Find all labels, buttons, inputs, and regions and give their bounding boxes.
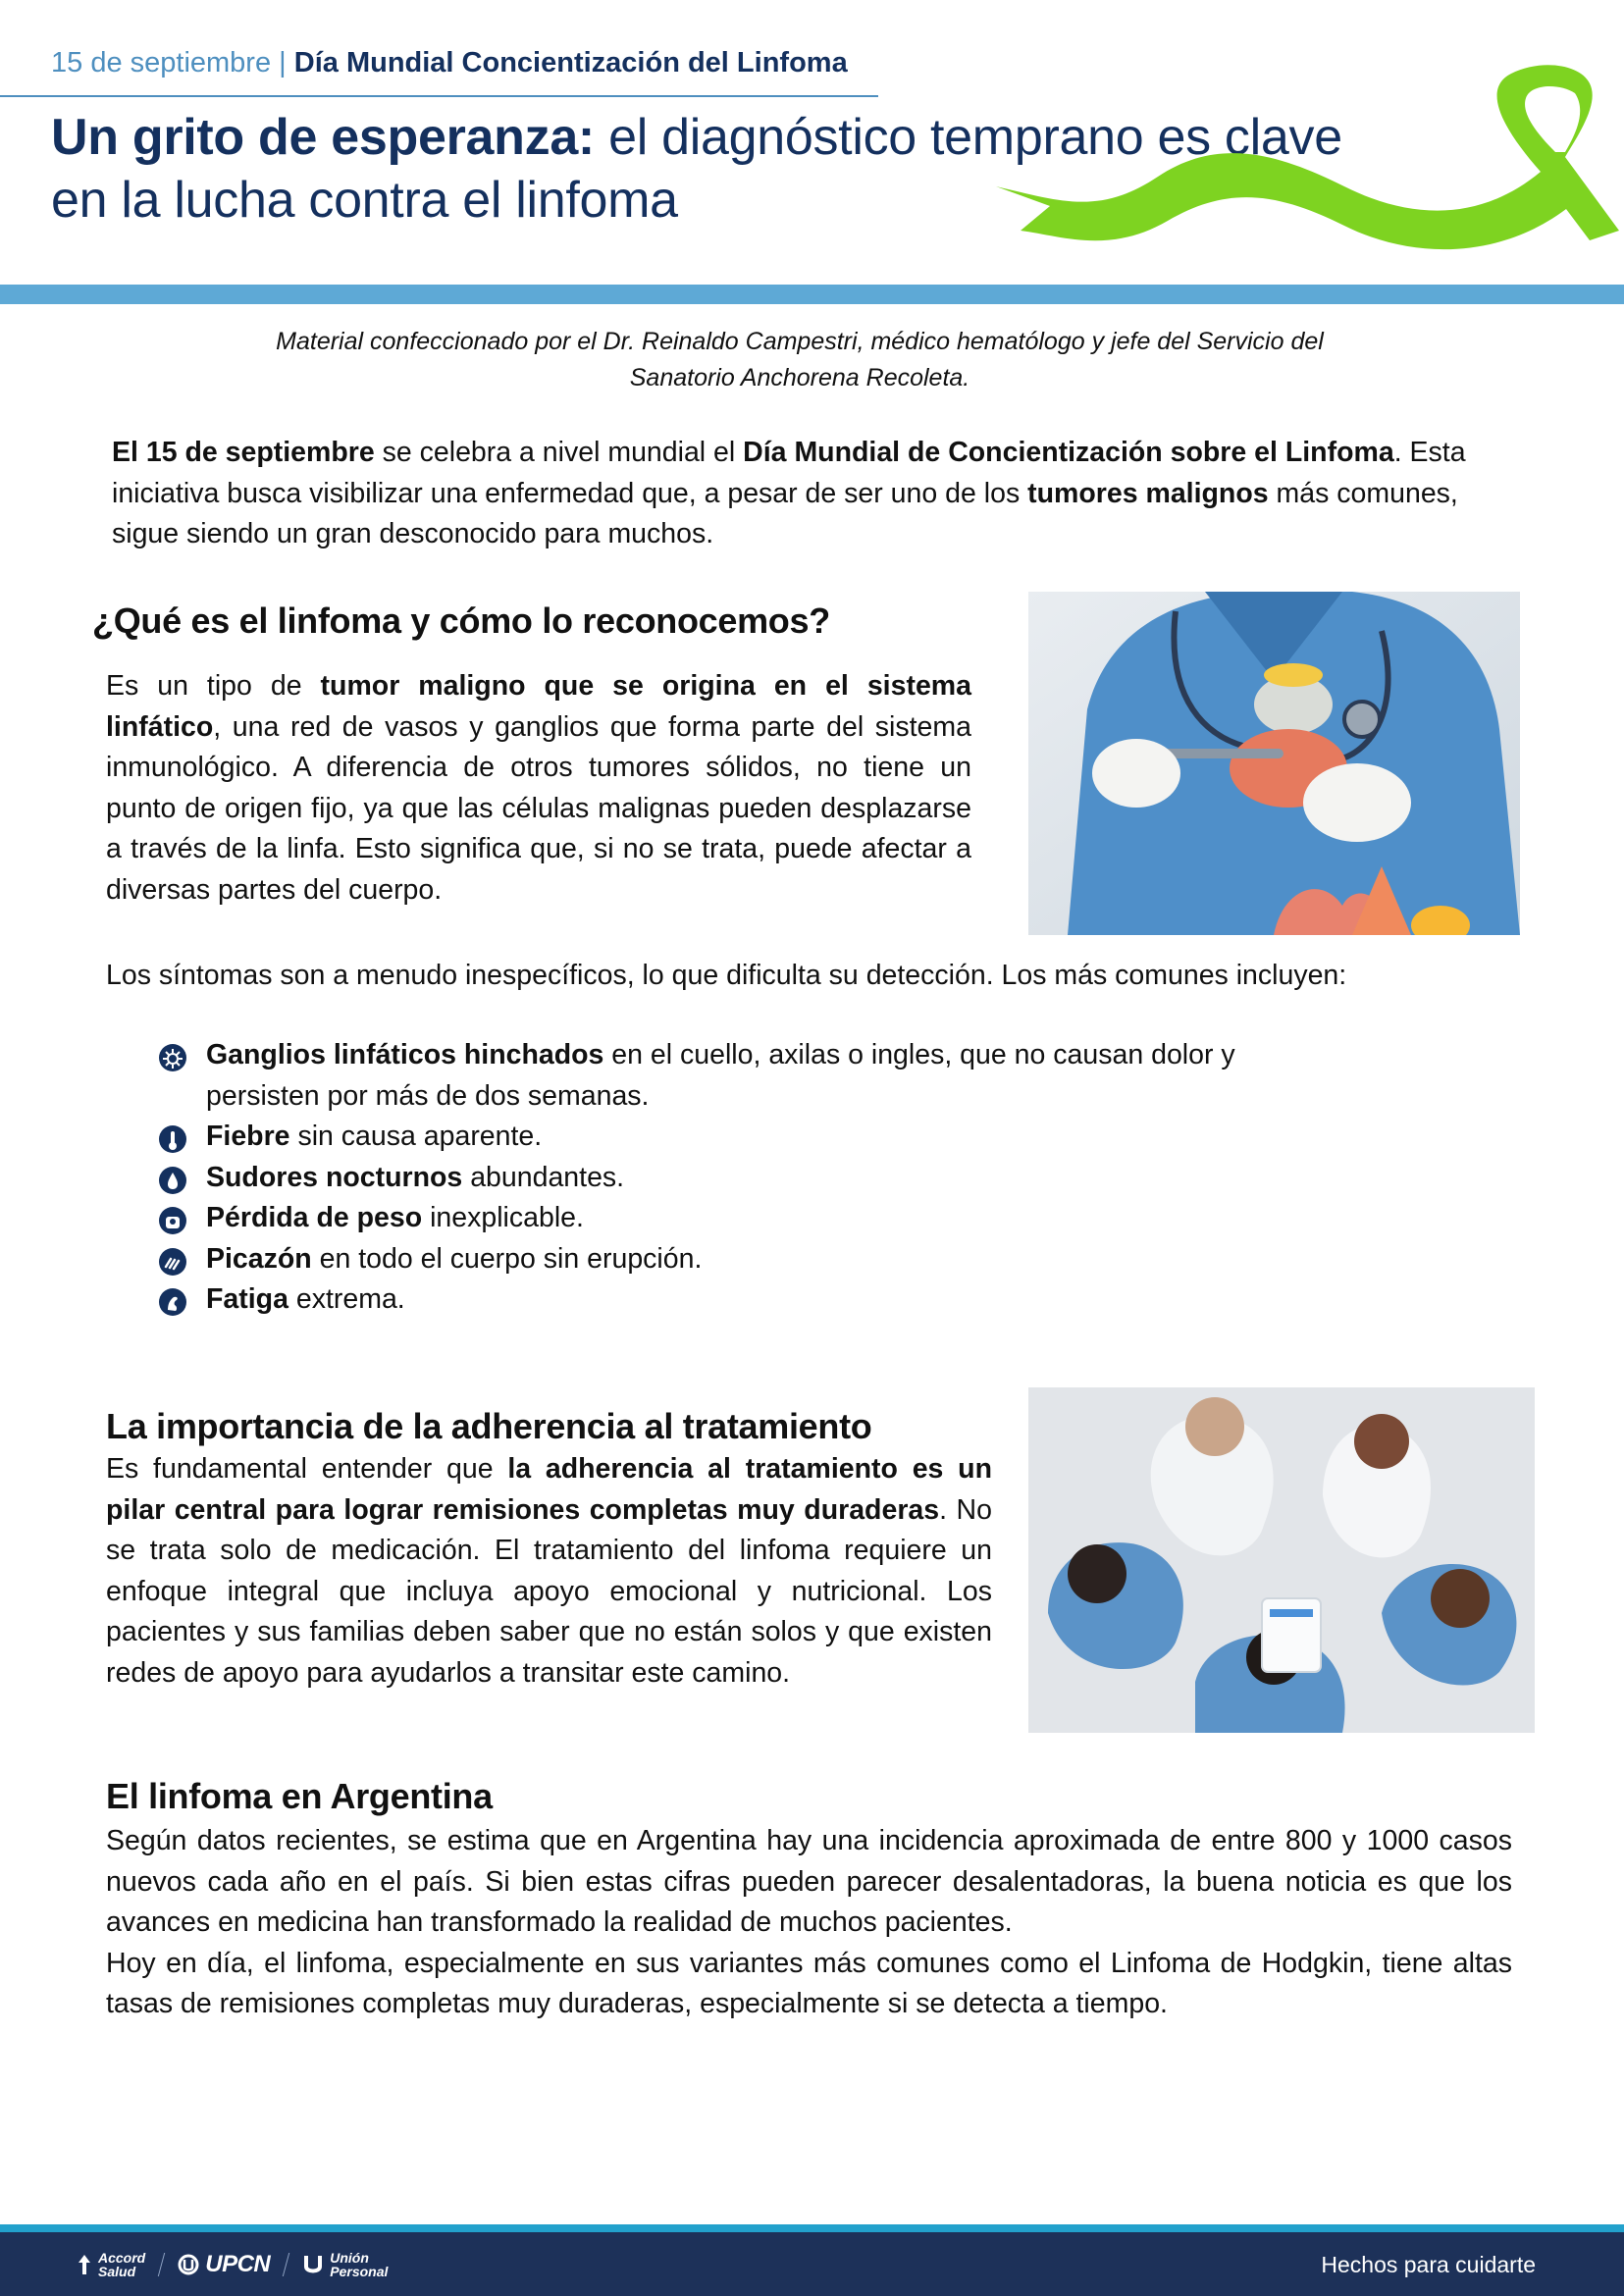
symptom-text: abundantes. [462, 1161, 625, 1193]
section-paragraph-argentina [106, 1821, 1512, 2025]
symptom-text: en todo el cuerpo sin erupción. [311, 1242, 703, 1275]
adherence-text-2: . No se trata solo de medicación. El tratamiento del linfoma requiere un enfoque integral que incluya apoyo emocional y nutricional. Los pacientes y sus familias deben saber que no están solos y que existen redes de apoyo para ayudarlos a transitar este camino. [106, 1493, 992, 1689]
adherence-text-1: Es fundamental entender que [106, 1453, 508, 1485]
footer-stripe [0, 2224, 1624, 2232]
kicker-underline [0, 95, 878, 97]
symptom-text: en el cuello, axilas o ingles, que no causan dolor y persisten por más de dos semanas. [206, 1039, 1235, 1112]
symptom-title: Picazón [206, 1242, 312, 1275]
list-item [157, 1198, 1335, 1239]
itch-hand-icon [159, 1248, 186, 1276]
header-kicker [51, 47, 848, 79]
title-line2: en la lucha contra el linfoma [51, 172, 678, 229]
intro-text-2: . Esta iniciativa busca visibilizar una enfermedad que, a pesar de ser uno de los [112, 437, 1466, 509]
section-heading-adherence: La importancia de la adherencia al tratamiento [106, 1406, 872, 1446]
list-item [157, 1035, 1335, 1117]
accord-line2: Salud [98, 2264, 136, 2279]
drop-icon [159, 1167, 186, 1194]
upcn-text: UPCN [205, 2251, 271, 2277]
title-bold: Un grito de esperanza: [51, 109, 595, 166]
symptom-text: extrema. [288, 1283, 405, 1315]
union-line2: Personal [330, 2264, 389, 2279]
argentina-paragraph-2: Hoy en día, el linfoma, especialmente en sus variantes más comunes como el Linfoma de Hodgkin, tiene altas tasas de remisiones completas muy duraderas, especialmente si se detecta a tiempo. [106, 1947, 1512, 2019]
accord-tree-icon [77, 2253, 92, 2276]
photo-medical-team [1028, 1387, 1535, 1733]
intro-paragraph [112, 433, 1521, 555]
logo-separator [283, 2253, 289, 2276]
lymph-node-icon [159, 1044, 186, 1071]
union-line1: Unión [330, 2250, 369, 2266]
list-item [157, 1239, 1335, 1280]
credit-line2: Sanatorio Anchorena Recoleta. [629, 364, 970, 391]
union-personal-logo [302, 2251, 388, 2278]
symptom-text: inexplicable. [422, 1202, 584, 1233]
adherence-bold: la adherencia al tratamiento es un pilar central para lograr remisiones completas muy duraderas [106, 1453, 992, 1526]
header-separator: | [279, 47, 287, 78]
accord-line1: Accord [98, 2250, 146, 2266]
symptoms-intro: Los síntomas son a menudo inespecíficos, lo que dificulta su detección. Los más comunes incluyen: [106, 960, 1347, 991]
symptom-title: Sudores nocturnos [206, 1161, 463, 1193]
section-heading-argentina: El linfoma en Argentina [106, 1776, 493, 1816]
thermometer-icon [159, 1125, 186, 1153]
symptoms-list [157, 1035, 1335, 1321]
upcn-logo [178, 2251, 270, 2278]
symptom-title: Fiebre [206, 1121, 290, 1152]
intro-tumors: tumores malignos [1027, 477, 1269, 509]
what-text-2: , una red de vasos y ganglios que forma parte del sistema inmunológico. A diferencia de otros tumores sólidos, no tiene un punto de origen fijo, ya que las células malignas pueden desplazarse a través de la linfa. Esto significa que, si no se trata, puede afectar a diversas partes del cuerpo. [106, 710, 971, 906]
list-item [157, 1279, 1335, 1321]
logo-separator [158, 2253, 165, 2276]
awareness-ribbon-icon [991, 59, 1624, 275]
list-item [157, 1158, 1335, 1199]
section-paragraph-adherence [106, 1449, 992, 1694]
what-text-1: Es un tipo de [106, 670, 321, 702]
intro-date: El 15 de septiembre [112, 437, 375, 468]
section-heading-what: ¿Qué es el linfoma y cómo lo reconocemos? [92, 600, 830, 641]
title-rest: el diagnóstico temprano es clave [594, 109, 1342, 166]
photo-doctor-thyroid-model [1028, 592, 1520, 935]
accord-salud-logo [77, 2251, 145, 2278]
list-item [157, 1117, 1335, 1158]
footer-tagline: Hechos para cuidarte [1321, 2252, 1536, 2277]
intro-event: Día Mundial de Concientización sobre el Linfoma [743, 437, 1394, 468]
symptom-title: Pérdida de peso [206, 1202, 423, 1233]
header-band [0, 285, 1624, 304]
intro-text-3: más comunes, sigue siendo un gran desconocido para muchos. [112, 477, 1458, 549]
intro-text-1: se celebra a nivel mundial el [374, 437, 744, 468]
header-date: 15 de septiembre [51, 47, 272, 78]
union-mark-icon [302, 2253, 324, 2276]
scale-icon [159, 1207, 186, 1234]
muscle-icon [159, 1288, 186, 1316]
symptom-text: sin causa aparente. [289, 1121, 543, 1152]
symptom-title: Ganglios linfáticos hinchados [206, 1039, 604, 1070]
footer-logos [77, 2247, 388, 2282]
what-bold: tumor maligno que se origina en el sistema linfático [106, 670, 971, 743]
credit-line1: Material confeccionado por el Dr. Reinaldo Campestri, médico hematólogo y jefe del Servicio del [276, 328, 1324, 355]
argentina-paragraph-1: Según datos recientes, se estima que en Argentina hay una incidencia aproximada de entre 800 y 1000 casos nuevos cada año en el país. Si bien estas cifras pueden parecer desalentadoras, la buena noticia es que los avances en medicina han transformado la realidad de muchos pacientes. [106, 1825, 1512, 1938]
author-credit [177, 324, 1423, 396]
upcn-mark-icon [178, 2254, 199, 2275]
header-event: Día Mundial Concientización del Linfoma [293, 47, 848, 78]
section-paragraph-what [106, 666, 971, 911]
symptom-title: Fatiga [206, 1283, 288, 1315]
